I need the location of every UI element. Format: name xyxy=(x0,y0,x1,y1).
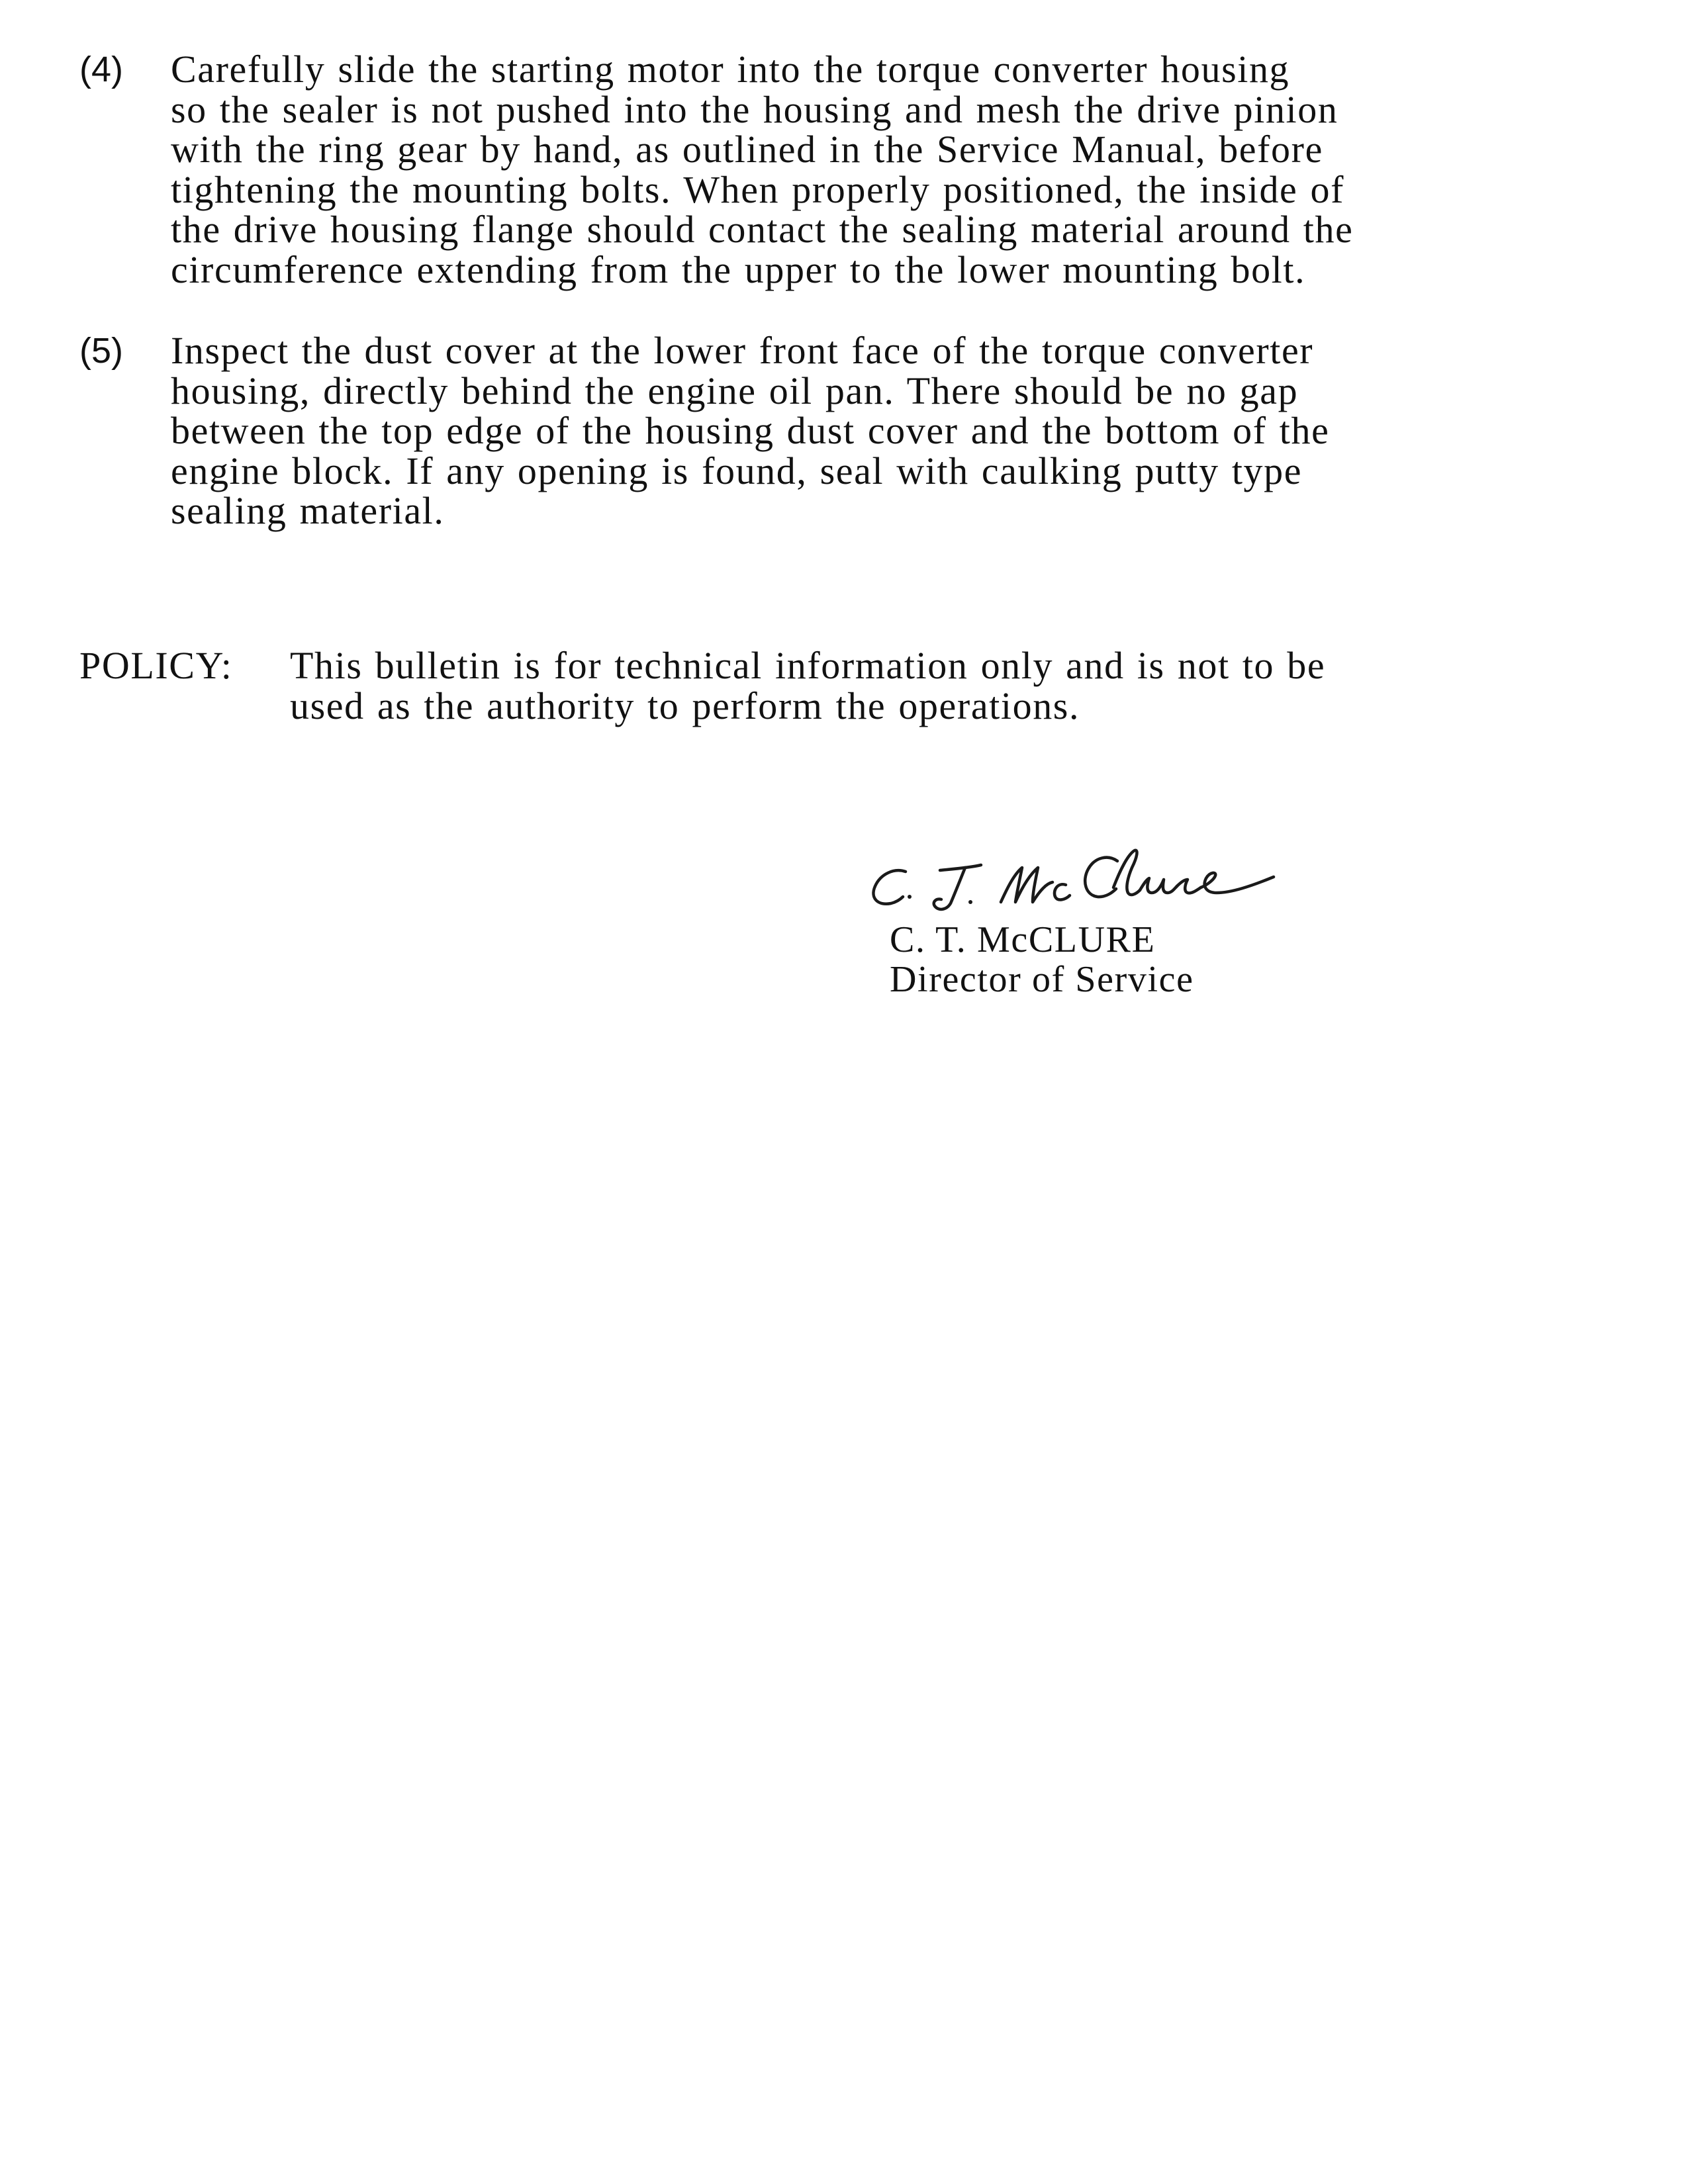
text-line: tightening the mounting bolts. When properly positioned, the inside of xyxy=(171,167,1344,211)
signer-name: C. T. McCLURE xyxy=(890,919,1156,960)
text-line: housing, directly behind the engine oil pan. There should be no gap xyxy=(171,369,1299,412)
text-line: so the sealer is not pushed into the housing and mesh the drive pinion xyxy=(171,87,1338,131)
text-line: sealing material. xyxy=(171,489,445,532)
policy-label: POLICY: xyxy=(79,644,233,687)
text-line: This bulletin is for technical information only and is not to be xyxy=(290,644,1326,687)
text-line: engine block. If any opening is found, seal with caulking putty type xyxy=(171,449,1303,492)
instruction-item-4 xyxy=(79,50,1622,290)
signer-title: Director of Service xyxy=(890,959,1194,1000)
item-text xyxy=(171,50,1622,290)
text-line: with the ring gear by hand, as outlined in the Service Manual, before xyxy=(171,128,1323,171)
text-line: between the top edge of the housing dust cover and the bottom of the xyxy=(171,409,1330,452)
policy-statement xyxy=(79,645,1622,726)
instruction-item-5 xyxy=(79,331,1622,531)
text-line: Inspect the dust cover at the lower front face of the torque converter xyxy=(171,329,1314,372)
item-number: (4) xyxy=(79,50,123,89)
item-text xyxy=(171,331,1622,531)
handwritten-signature xyxy=(854,831,1291,917)
text-line: the drive housing flange should contact the sealing material around the xyxy=(171,208,1354,251)
text-line: used as the authority to perform the operations. xyxy=(290,684,1080,727)
text-line: Carefully slide the starting motor into the torque converter housing xyxy=(171,48,1290,91)
item-number: (5) xyxy=(79,331,123,371)
signature-block xyxy=(890,920,1194,999)
policy-text xyxy=(290,645,1622,726)
text-line: circumference extending from the upper to the lower mounting bolt. xyxy=(171,248,1306,291)
